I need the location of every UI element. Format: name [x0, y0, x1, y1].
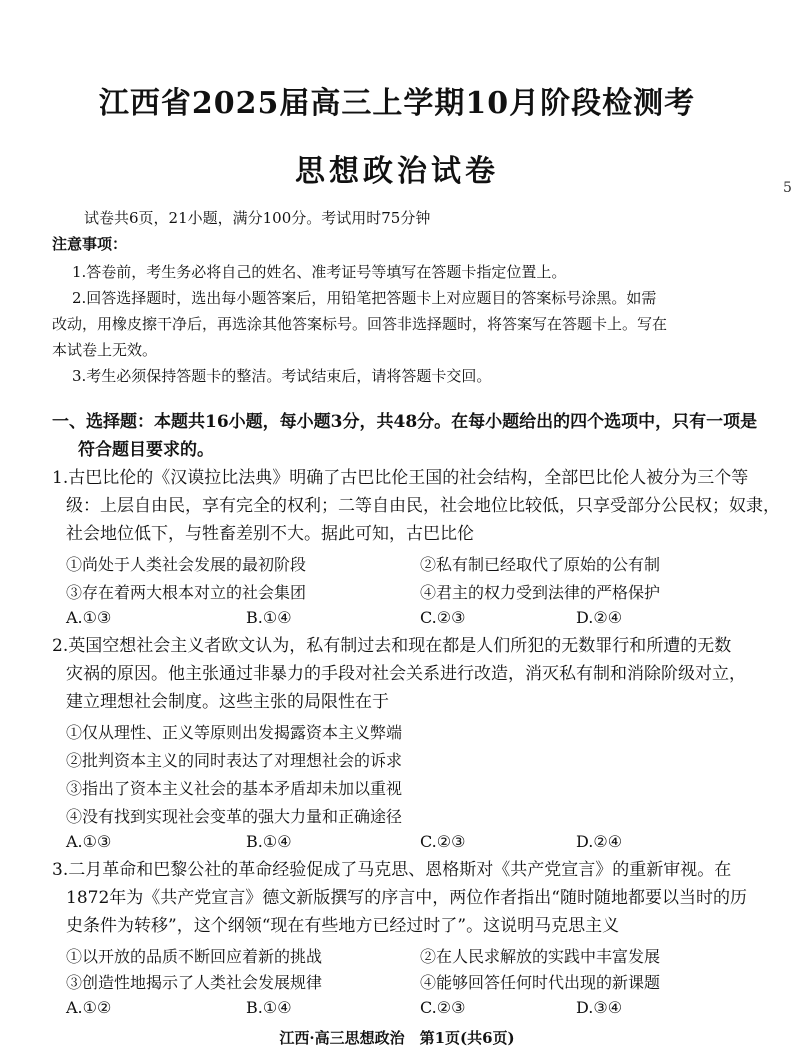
question-3-choice-a: A.①②	[66, 998, 112, 1017]
question-2-statement: ①仅从理性、正义等原则出发揭露资本主义弊端	[66, 723, 403, 742]
question-2-choice-c: C.②③	[420, 832, 466, 851]
question-1-choice-c: C.②③	[420, 608, 466, 627]
question-3-choice-b: B.①④	[246, 998, 292, 1017]
question-2-choice-a: A.①③	[66, 832, 112, 851]
question-1-statement: ②私有制已经取代了原始的公有制	[420, 555, 661, 574]
question-2-stem: 2.英国空想社会主义者欧文认为，私有制过去和现在都是人们所犯的无数罪行和所遭的无数	[52, 636, 732, 656]
question-3-stem: 史条件为转移”，这个纲领“现在有些地方已经过时了”。这说明马克思主义	[66, 916, 620, 936]
question-3-choice-c: C.②③	[420, 998, 466, 1017]
notice-heading: 注意事项：	[52, 235, 128, 253]
question-1-choice-d: D.②④	[576, 608, 623, 627]
question-1-statement: ④君主的权力受到法律的严格保护	[420, 583, 661, 602]
exam-subtitle: 思想政治试卷	[295, 154, 499, 189]
exam-info: 试卷共6页，21小题，满分100分。考试用时75分钟	[84, 209, 431, 227]
question-1-choice-b: B.①④	[246, 608, 292, 627]
notice-item: 本试卷上无效。	[52, 341, 158, 359]
question-3-statement: ②在人民求解放的实践中丰富发展	[420, 947, 661, 966]
question-3-statement: ③创造性地揭示了人类社会发展规律	[66, 973, 323, 992]
question-3-statement: ①以开放的品质不断回应着新的挑战	[66, 947, 323, 966]
question-1-stem: 社会地位低下，与牲畜差别不大。据此可知，古巴比伦	[66, 524, 474, 544]
question-1-statement: ③存在着两大根本对立的社会集团	[66, 583, 307, 602]
question-1-stem: 级：上层自由民，享有完全的权利；二等自由民，社会地位比较低，只享受部分公民权；奴隶，	[66, 496, 780, 516]
question-2-choice-d: D.②④	[576, 832, 623, 851]
question-1-choice-a: A.①③	[66, 608, 112, 627]
notice-item: 3.考生必须保持答题卡的整洁。考试结束后，请将答题卡交回。	[72, 367, 492, 385]
section-heading: 一、选择题：本题共16小题，每小题3分，共48分。在每小题给出的四个选项中，只有一项是	[52, 412, 758, 432]
question-1-statement: ①尚处于人类社会发展的最初阶段	[66, 555, 307, 574]
question-3-stem: 3.二月革命和巴黎公社的革命经验促成了马克思、恩格斯对《共产党宣言》的重新审视。在	[52, 860, 732, 880]
question-2-statement: ③指出了资本主义社会的基本矛盾却未加以重视	[66, 779, 403, 798]
notice-item: 1.答卷前，考生务必将自己的姓名、准考证号等填写在答题卡指定位置上。	[72, 263, 567, 281]
question-2-stem: 灾祸的原因。他主张通过非暴力的手段对社会关系进行改造，消灭私有制和消除阶级对立，	[66, 664, 746, 684]
notice-item: 改动，用橡皮擦干净后，再选涂其他答案标号。回答非选择题时，将答案写在答题卡上。写在	[52, 315, 668, 333]
question-3-statement: ④能够回答任何时代出现的新课题	[420, 973, 661, 992]
question-1-stem: 1.古巴比伦的《汉谟拉比法典》明确了古巴比伦王国的社会结构，全部巴比伦人被分为三个等	[52, 468, 749, 488]
question-2-stem: 建立理想社会制度。这些主张的局限性在于	[66, 692, 389, 712]
margin-mark: 5	[783, 180, 792, 196]
notice-item: 2.回答选择题时，选出每小题答案后，用铅笔把答题卡上对应题目的答案标号涂黑。如需	[72, 289, 657, 307]
question-2-statement: ②批判资本主义的同时表达了对理想社会的诉求	[66, 751, 403, 770]
question-2-choice-b: B.①④	[246, 832, 292, 851]
question-3-stem: 1872年为《共产党宣言》德文新版撰写的序言中，两位作者指出“随时随地都要以当时的历	[66, 888, 747, 908]
section-heading-cont: 符合题目要求的。	[78, 440, 214, 460]
question-3-choice-d: D.③④	[576, 998, 623, 1017]
page-footer: 江西·高三思想政治 第1页(共6页)	[279, 1029, 515, 1047]
exam-title: 江西省2025届高三上学期10月阶段检测考	[98, 86, 696, 121]
question-2-statement: ④没有找到实现社会变革的强大力量和正确途径	[66, 807, 403, 826]
